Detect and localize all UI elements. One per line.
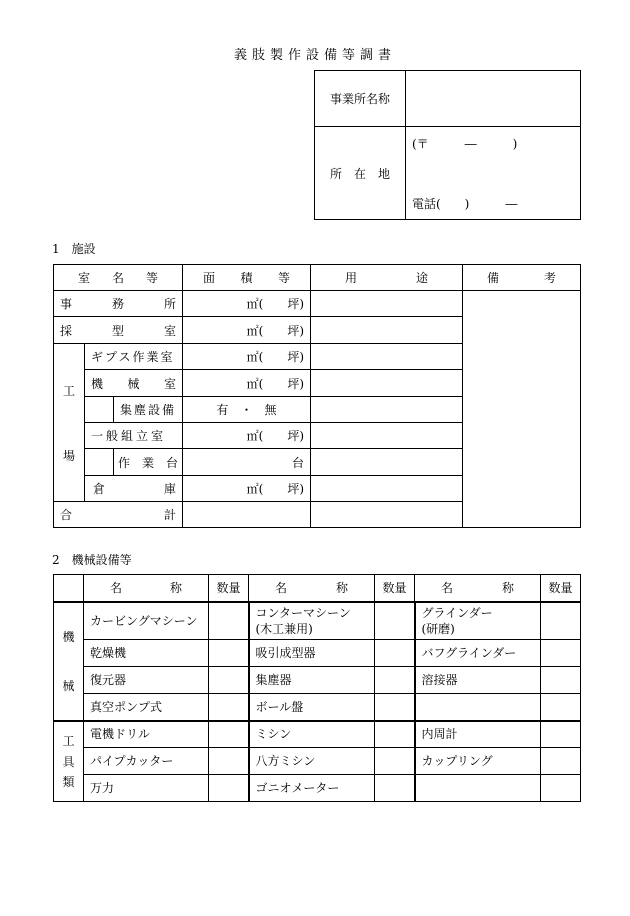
header-area: 面 積 等 bbox=[183, 265, 311, 291]
machines-qty[interactable] bbox=[375, 640, 415, 667]
machines-qty[interactable] bbox=[541, 602, 581, 640]
area-warehouse[interactable]: ㎡( 坪) bbox=[183, 476, 311, 502]
tools-qty[interactable] bbox=[541, 721, 581, 748]
machines-qty[interactable] bbox=[375, 667, 415, 694]
usage-gips[interactable] bbox=[311, 344, 463, 370]
header-qty-3: 数量 bbox=[541, 575, 581, 602]
row-warehouse-label: 倉 庫 bbox=[85, 476, 183, 502]
address-label: 所 在 地 bbox=[315, 127, 406, 220]
address-field[interactable] bbox=[406, 127, 581, 220]
tools-qty[interactable] bbox=[375, 721, 415, 748]
row-dust-label: 集塵設備 bbox=[114, 397, 183, 423]
machines-name bbox=[415, 694, 541, 721]
dust-value[interactable]: 有 ・ 無 bbox=[183, 397, 311, 423]
tools-qty[interactable] bbox=[209, 721, 249, 748]
area-assembly[interactable]: ㎡( 坪) bbox=[183, 423, 311, 449]
machines-name: 真空ポンプ式 bbox=[84, 694, 209, 721]
header-name-3: 名 称 bbox=[415, 575, 541, 602]
tools-qty[interactable] bbox=[209, 748, 249, 775]
area-machine-room[interactable]: ㎡( 坪) bbox=[183, 370, 311, 397]
tools-qty[interactable] bbox=[209, 775, 249, 802]
machines-name: カービングマシーン bbox=[84, 602, 209, 640]
document-title: 義肢製作設備等調書 bbox=[233, 48, 396, 63]
machines-qty[interactable] bbox=[541, 640, 581, 667]
indent-spacer bbox=[85, 449, 114, 476]
header-name-2: 名 称 bbox=[249, 575, 375, 602]
tools-name: 八方ミシン bbox=[249, 748, 375, 775]
tools-name: 電機ドリル bbox=[84, 721, 209, 748]
tools-name: カップリング bbox=[415, 748, 541, 775]
machines-qty[interactable] bbox=[209, 640, 249, 667]
row-casting-label: 採 型 室 bbox=[54, 317, 183, 344]
usage-casting[interactable] bbox=[311, 317, 463, 344]
header-qty-1: 数量 bbox=[209, 575, 249, 602]
section2-heading: 2 機械設備等 bbox=[52, 553, 132, 567]
usage-workbench[interactable] bbox=[311, 449, 463, 476]
header-name-1: 名 称 bbox=[84, 575, 209, 602]
tools-qty[interactable] bbox=[541, 775, 581, 802]
machines-name: ボール盤 bbox=[249, 694, 375, 721]
machines-qty[interactable] bbox=[209, 667, 249, 694]
machines-qty[interactable] bbox=[541, 694, 581, 721]
tools-name: 内周計 bbox=[415, 721, 541, 748]
row-machine-room-label: 機 械 室 bbox=[85, 370, 183, 397]
row-total-label: 合 計 bbox=[54, 502, 183, 528]
row-workbench-label: 作 業 台 bbox=[114, 449, 183, 476]
usage-dust[interactable] bbox=[311, 397, 463, 423]
machines-qty[interactable] bbox=[209, 694, 249, 721]
facilities-table bbox=[53, 264, 581, 528]
area-casting[interactable]: ㎡( 坪) bbox=[183, 317, 311, 344]
office-name-field[interactable] bbox=[406, 71, 581, 127]
machines-name: コンターマシーン (木工兼用) bbox=[249, 602, 375, 640]
tools-qty[interactable] bbox=[375, 748, 415, 775]
tools-name: 万力 bbox=[84, 775, 209, 802]
machines-name: 集塵器 bbox=[249, 667, 375, 694]
area-total[interactable] bbox=[183, 502, 311, 528]
office-info-table bbox=[314, 70, 581, 220]
machines-name: 乾燥機 bbox=[84, 640, 209, 667]
tools-name: ゴニオメーター bbox=[249, 775, 375, 802]
row-assembly-label: 一般組立室 bbox=[85, 423, 183, 449]
machines-qty[interactable] bbox=[209, 602, 249, 640]
usage-machine-room[interactable] bbox=[311, 370, 463, 397]
tools-name: パイプカッター bbox=[84, 748, 209, 775]
section1-heading: 1 施設 bbox=[52, 242, 96, 256]
remarks-cell[interactable] bbox=[463, 291, 581, 528]
machines-qty[interactable] bbox=[375, 694, 415, 721]
usage-office[interactable] bbox=[311, 291, 463, 317]
area-gips[interactable]: ㎡( 坪) bbox=[183, 344, 311, 370]
machines-qty[interactable] bbox=[541, 667, 581, 694]
header-qty-2: 数量 bbox=[375, 575, 415, 602]
factory-label: 工 場 bbox=[54, 344, 85, 502]
machines-name: 復元器 bbox=[84, 667, 209, 694]
machines-name: 吸引成型器 bbox=[249, 640, 375, 667]
row-gips-label: ギプス作業室 bbox=[85, 344, 183, 370]
tools-group-label: 工 具 類 bbox=[54, 721, 84, 802]
machines-qty[interactable] bbox=[375, 602, 415, 640]
phone-number: 電話( ) ― bbox=[412, 197, 518, 211]
machines-name: グラインダー (研磨) bbox=[415, 602, 541, 640]
row-office-label: 事 務 所 bbox=[54, 291, 183, 317]
machines-group-label: 機 械 bbox=[54, 602, 84, 721]
header-usage: 用 途 bbox=[311, 265, 463, 291]
usage-warehouse[interactable] bbox=[311, 476, 463, 502]
area-office[interactable]: ㎡( 坪) bbox=[183, 291, 311, 317]
usage-total[interactable] bbox=[311, 502, 463, 528]
postal-code: (〒 ― ) bbox=[412, 137, 518, 151]
header-blank bbox=[54, 575, 84, 602]
machines-name: 溶接器 bbox=[415, 667, 541, 694]
tools-qty[interactable] bbox=[375, 775, 415, 802]
machines-name: バフグラインダー bbox=[415, 640, 541, 667]
tools-name bbox=[415, 775, 541, 802]
tools-qty[interactable] bbox=[541, 748, 581, 775]
tools-name: ミシン bbox=[249, 721, 375, 748]
equipment-table bbox=[53, 574, 581, 802]
office-name-label: 事業所名称 bbox=[315, 71, 406, 127]
header-room: 室 名 等 bbox=[54, 265, 183, 291]
header-remarks: 備 考 bbox=[463, 265, 581, 291]
indent-spacer bbox=[85, 397, 114, 423]
usage-assembly[interactable] bbox=[311, 423, 463, 449]
workbench-count[interactable]: 台 bbox=[183, 449, 311, 476]
